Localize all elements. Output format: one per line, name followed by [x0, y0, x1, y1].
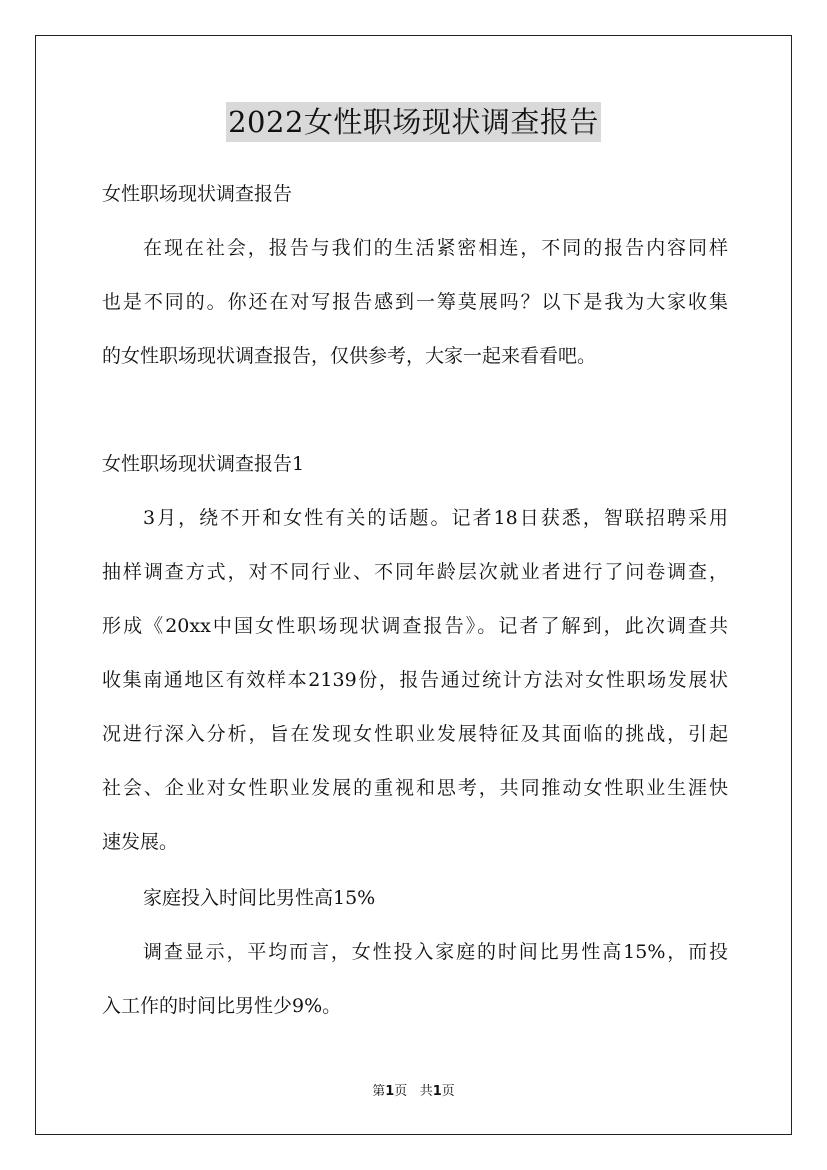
footer-total-number: 1: [432, 1084, 442, 1099]
finding-subheading: 家庭投入时间比男性高15%: [143, 887, 376, 909]
section1-line-1: 3月，绕不开和女性有关的话题。记者18日获悉，智联招聘采用: [143, 507, 728, 529]
document-subtitle: 女性职场现状调查报告: [102, 183, 293, 205]
intro-line-2: 也是不同的。你还在对写报告感到一筹莫展吗？以下是我为大家收集: [102, 291, 728, 313]
footer-total-suffix: 页: [441, 1084, 455, 1099]
section1-line-2: 抽样调查方式，对不同行业、不同年龄层次就业者进行了问卷调查，: [102, 561, 728, 583]
document-title: 2022女性职场现状调查报告: [226, 102, 601, 142]
footer-page-prefix: 第: [372, 1084, 386, 1099]
section1-line-7: 速发展。: [102, 831, 179, 853]
footer-page-suffix: 页: [394, 1084, 408, 1099]
section1-heading: 女性职场现状调查报告1: [102, 453, 305, 475]
footer-page-number: 1: [385, 1084, 395, 1099]
section1-line-6: 社会、企业对女性职业发展的重视和思考，共同推动女性职业生涯快: [102, 777, 728, 799]
section1-line-3: 形成《20xx中国女性职场现状调查报告》。记者了解到，此次调查共: [102, 615, 728, 637]
title-container: [0, 102, 827, 142]
intro-line-3: 的女性职场现状调查报告，仅供参考，大家一起来看看吧。: [102, 345, 597, 367]
page-footer: [0, 1083, 827, 1101]
finding-line-2: 入工作的时间比男性少9%。: [102, 995, 342, 1017]
section1-line-4: 收集南通地区有效样本2139份，报告通过统计方法对女性职场发展状: [102, 669, 728, 691]
intro-line-1: 在现在社会，报告与我们的生活紧密相连，不同的报告内容同样: [143, 237, 728, 259]
footer-total-prefix: 共: [419, 1084, 433, 1099]
finding-line-1: 调查显示，平均而言，女性投入家庭的时间比男性高15%，而投: [143, 941, 728, 963]
section1-line-5: 况进行深入分析，旨在发现女性职业发展特征及其面临的挑战，引起: [102, 723, 728, 745]
